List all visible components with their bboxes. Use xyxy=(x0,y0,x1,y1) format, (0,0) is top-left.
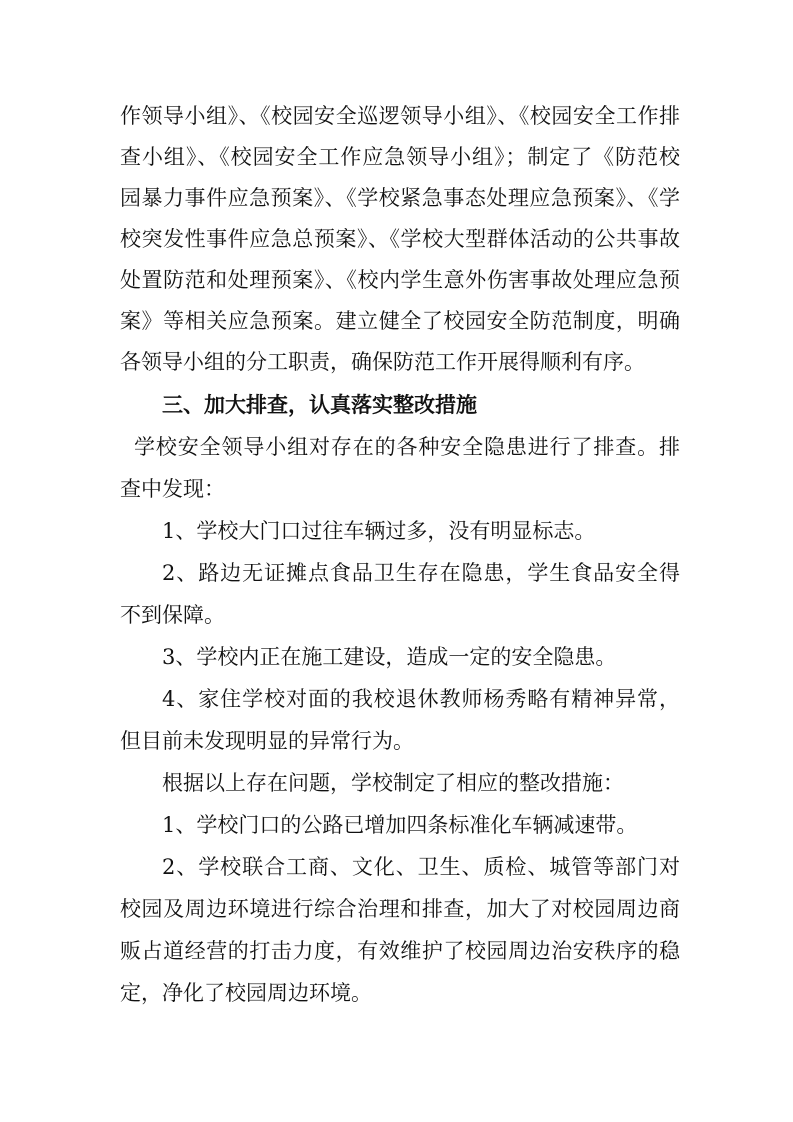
body-line: 学校安全领导小组对存在的各种安全隐患进行了排查。排 xyxy=(134,435,680,459)
list-item: 2、路边无证摊点食品卫生存在隐患，学生食品安全得 xyxy=(162,561,680,585)
body-line: 不到保障。 xyxy=(120,603,225,627)
body-line: 贩占道经营的打击力度，有效维护了校园周边治安秩序的稳 xyxy=(120,939,680,963)
body-line: 查小组》、《校园安全工作应急领导小组》；制定了《防范校 xyxy=(120,145,680,169)
body-line: 定，净化了校园周边环境。 xyxy=(120,981,372,1005)
paragraph-line: 根据以上存在问题，学校制定了相应的整改措施： xyxy=(162,771,624,795)
list-item: 3、学校内正在施工建设，造成一定的安全隐患。 xyxy=(162,645,617,669)
body-line: 作领导小组》、《校园安全巡逻领导小组》、《校园安全工作排 xyxy=(120,104,680,128)
body-line: 查中发现： xyxy=(120,477,225,501)
section-heading: 三、加大排查，认真落实整改措施 xyxy=(162,392,477,417)
list-item: 1、学校大门口过往车辆过多，没有明显标志。 xyxy=(162,519,596,543)
body-line: 但目前未发现明显的异常行为。 xyxy=(120,729,414,753)
body-line: 园暴力事件应急预案》、《学校紧急事态处理应急预案》、《学 xyxy=(120,186,680,210)
list-item: 2、学校联合工商、文化、卫生、质检、城管等部门对 xyxy=(162,855,680,879)
body-line: 各领导小组的分工职责，确保防范工作开展得顺利有序。 xyxy=(120,350,645,374)
body-line: 案》等相关应急预案。建立健全了校园安全防范制度，明确 xyxy=(120,309,680,333)
list-item: 1、学校门口的公路已增加四条标准化车辆减速带。 xyxy=(162,813,638,837)
body-line: 校突发性事件应急总预案》、《学校大型群体活动的公共事故 xyxy=(120,227,680,251)
body-line: 校园及周边环境进行综合治理和排查，加大了对校园周边商 xyxy=(120,897,680,921)
list-item: 4、家住学校对面的我校退休教师杨秀略有精神异常， xyxy=(162,687,680,711)
body-line: 处置防范和处理预案》、《校内学生意外伤害事故处理应急预 xyxy=(120,268,680,292)
